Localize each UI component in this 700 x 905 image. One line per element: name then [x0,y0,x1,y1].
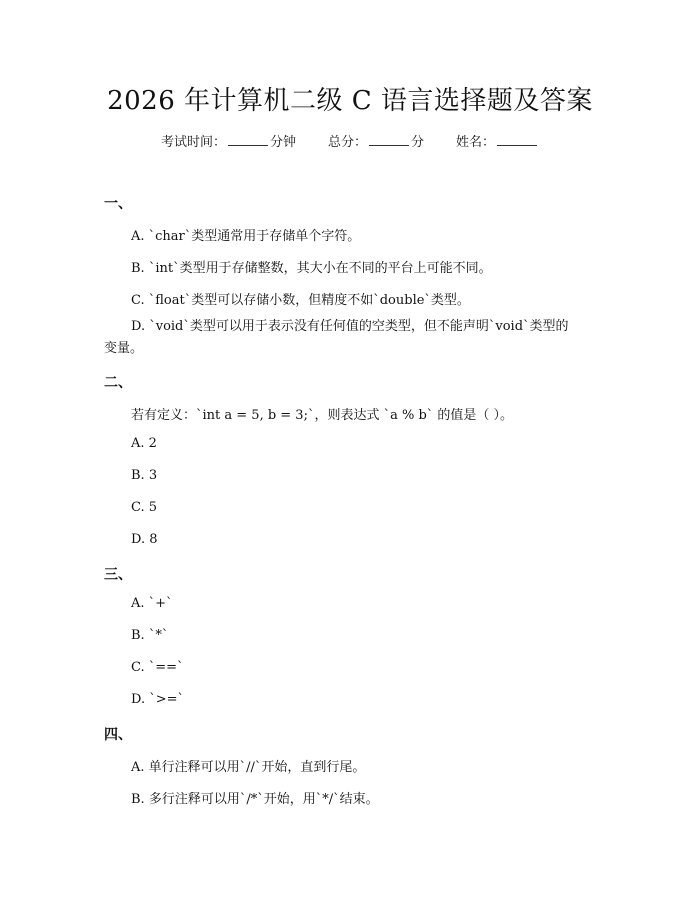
section-4-option-b: B. 多行注释可以用`/*`开始，用`*/`结束。 [131,792,379,807]
section-2-option-c: C. 5 [131,500,158,515]
section-1-option-d: D. `void`类型可以用于表示没有任何值的空类型，但不能声明`void`类型的变量。 [104,319,569,356]
section-2-heading: 二、 [104,375,132,391]
section-2-option-b: B. 3 [131,468,158,483]
section-2-option-d: D. 8 [131,532,158,547]
exam-time-unit: 分钟 [269,135,296,150]
section-1-heading: 一、 [104,196,132,212]
section-1-option-b: B. `int`类型用于存储整数，其大小在不同的平台上可能不同。 [131,261,492,276]
section-3-heading: 三、 [104,567,132,583]
student-name [456,131,539,150]
exam-time-blank [228,133,268,146]
section-1-option-c: C. `float`类型可以存储小数，但精度不如`double`类型。 [131,293,470,308]
section-3-option-d: D. `>=` [131,692,185,707]
total-score-unit: 分 [411,135,425,150]
student-name-label: 姓名： [456,135,496,150]
exam-info-line [0,131,700,150]
section-4-option-a: A. 单行注释可以用`//`开始，直到行尾。 [131,760,366,775]
section-1-option-a: A. `char`类型通常用于存储单个字符。 [131,229,361,244]
section-2-question: 若有定义：`int a = 5, b = 3;`，则表达式 `a % b` 的值是（ ）。 [131,408,514,423]
exam-time [161,131,296,150]
total-score-label: 总分： [327,135,367,150]
section-3-option-c: C. `==` [131,660,184,675]
total-score [328,131,424,150]
section-3-option-b: B. `*` [131,628,169,643]
section-4-heading: 四、 [104,727,132,743]
total-score-blank [369,133,409,146]
section-2-option-a: A. 2 [131,436,157,451]
exam-time-label: 考试时间： [160,135,226,150]
page-title: 2026 年计算机二级 C 语言选择题及答案 [107,86,593,116]
section-3-option-a: A. `+` [131,596,173,611]
student-name-blank [497,133,537,146]
